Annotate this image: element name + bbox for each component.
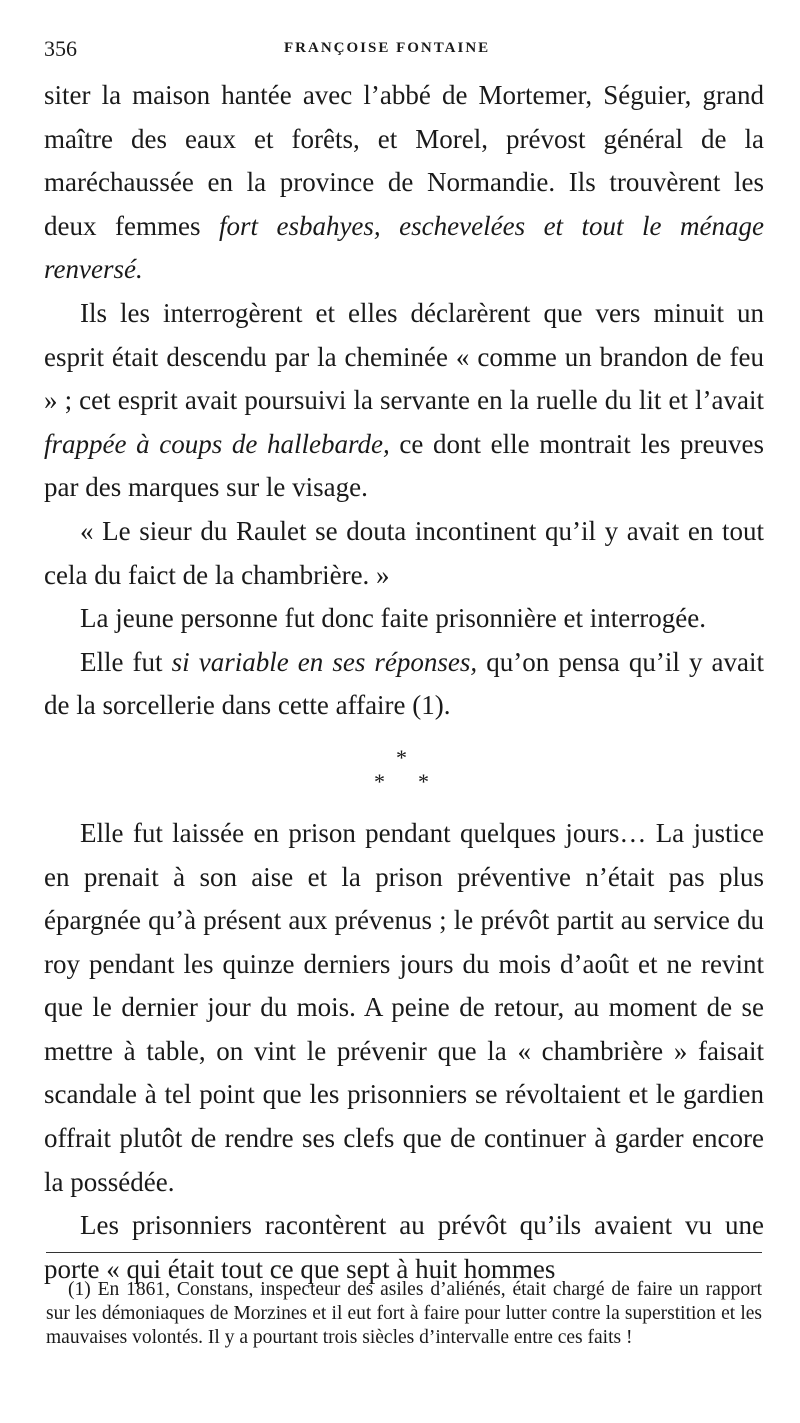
paragraph-1-text: siter la maison hantée avec l’abbé de Mortemer, Séguier, grand maître des eaux et forêts, et Morel, prévost général de la maréchaussée en la province de Normandie. Ils trouvèrent les deux femmes [44, 80, 764, 241]
asterism-star-top: * [396, 744, 407, 770]
main-text [44, 74, 764, 1291]
paragraph-2-text: Ils les interrogèrent et elles déclarèrent que vers minuit un esprit était descendu par la cheminée « comme un brandon de feu » ; cet esprit avait poursuivi la servante en la ruelle du lit et l’avait [44, 297, 764, 416]
paragraph-1-italic: fort esbahyes, eschevelées et tout le ménage renversé. [44, 210, 764, 285]
paragraph-2-italic: frappée à coups de hallebarde, [44, 428, 390, 459]
page-header [44, 36, 754, 66]
page-number: 356 [44, 36, 77, 61]
paragraph-3: « Le sieur du Raulet se douta incontinent qu’il y avait en tout cela du faict de la chambrière. » [44, 515, 764, 590]
paragraph-2-text-end: ce dont elle montrait les preuves par des marques sur le visage. [44, 428, 764, 503]
paragraph-2 [44, 292, 764, 510]
asterism-separator [44, 728, 764, 812]
running-title: FRANÇOISE FONTAINE [284, 40, 491, 56]
paragraph-4: La jeune personne fut donc faite prisonnière et interrogée. [80, 603, 706, 634]
asterism-star-right: * [418, 768, 429, 794]
paragraph-5-text-end: qu’on pensa qu’il y avait de la sorcellerie dans cette affaire (1). [44, 646, 764, 721]
paragraph-7: Les prisonniers racontèrent au prévôt qu’ils avaient vu une porte « qui était tout ce que sept à huit hommes [44, 1210, 764, 1284]
paragraph-5-italic: si variable en ses réponses, [171, 646, 478, 677]
paragraph-1 [44, 74, 764, 292]
paragraph-5-text: Elle fut [80, 646, 172, 677]
footnote [46, 1278, 762, 1350]
footnote-divider [46, 1252, 762, 1253]
footnote-text: (1) En 1861, Constans, inspecteur des asiles d’aliénés, était chargé de faire un rapport sur les démoniaques de Morzines et il eut fort à faire pour lutter contre la superstition et les mauvaises volontés. Il y a pourtant trois siècles d’intervalle entre ces faits ! [46, 1279, 762, 1348]
paragraph-5 [44, 641, 764, 728]
asterism-star-left: * [374, 768, 385, 794]
paragraph-6: Elle fut laissée en prison pendant quelques jours… La justice en prenait à son aise et la prison préventive n’était pas plus épargnée qu’à présent aux prévenus ; le prévôt partit au service du roy pendant les quinze derniers jours du mois d’août et ne revint que le dernier jour du mois. A peine de retour, au moment de se mettre à table, on vint le prévenir que la « chambrière » faisait scandale à tel point que les prisonniers se révoltaient et le gardien offrait plutôt de rendre ses clefs que de continuer à garder encore la possédée. [44, 817, 764, 1197]
